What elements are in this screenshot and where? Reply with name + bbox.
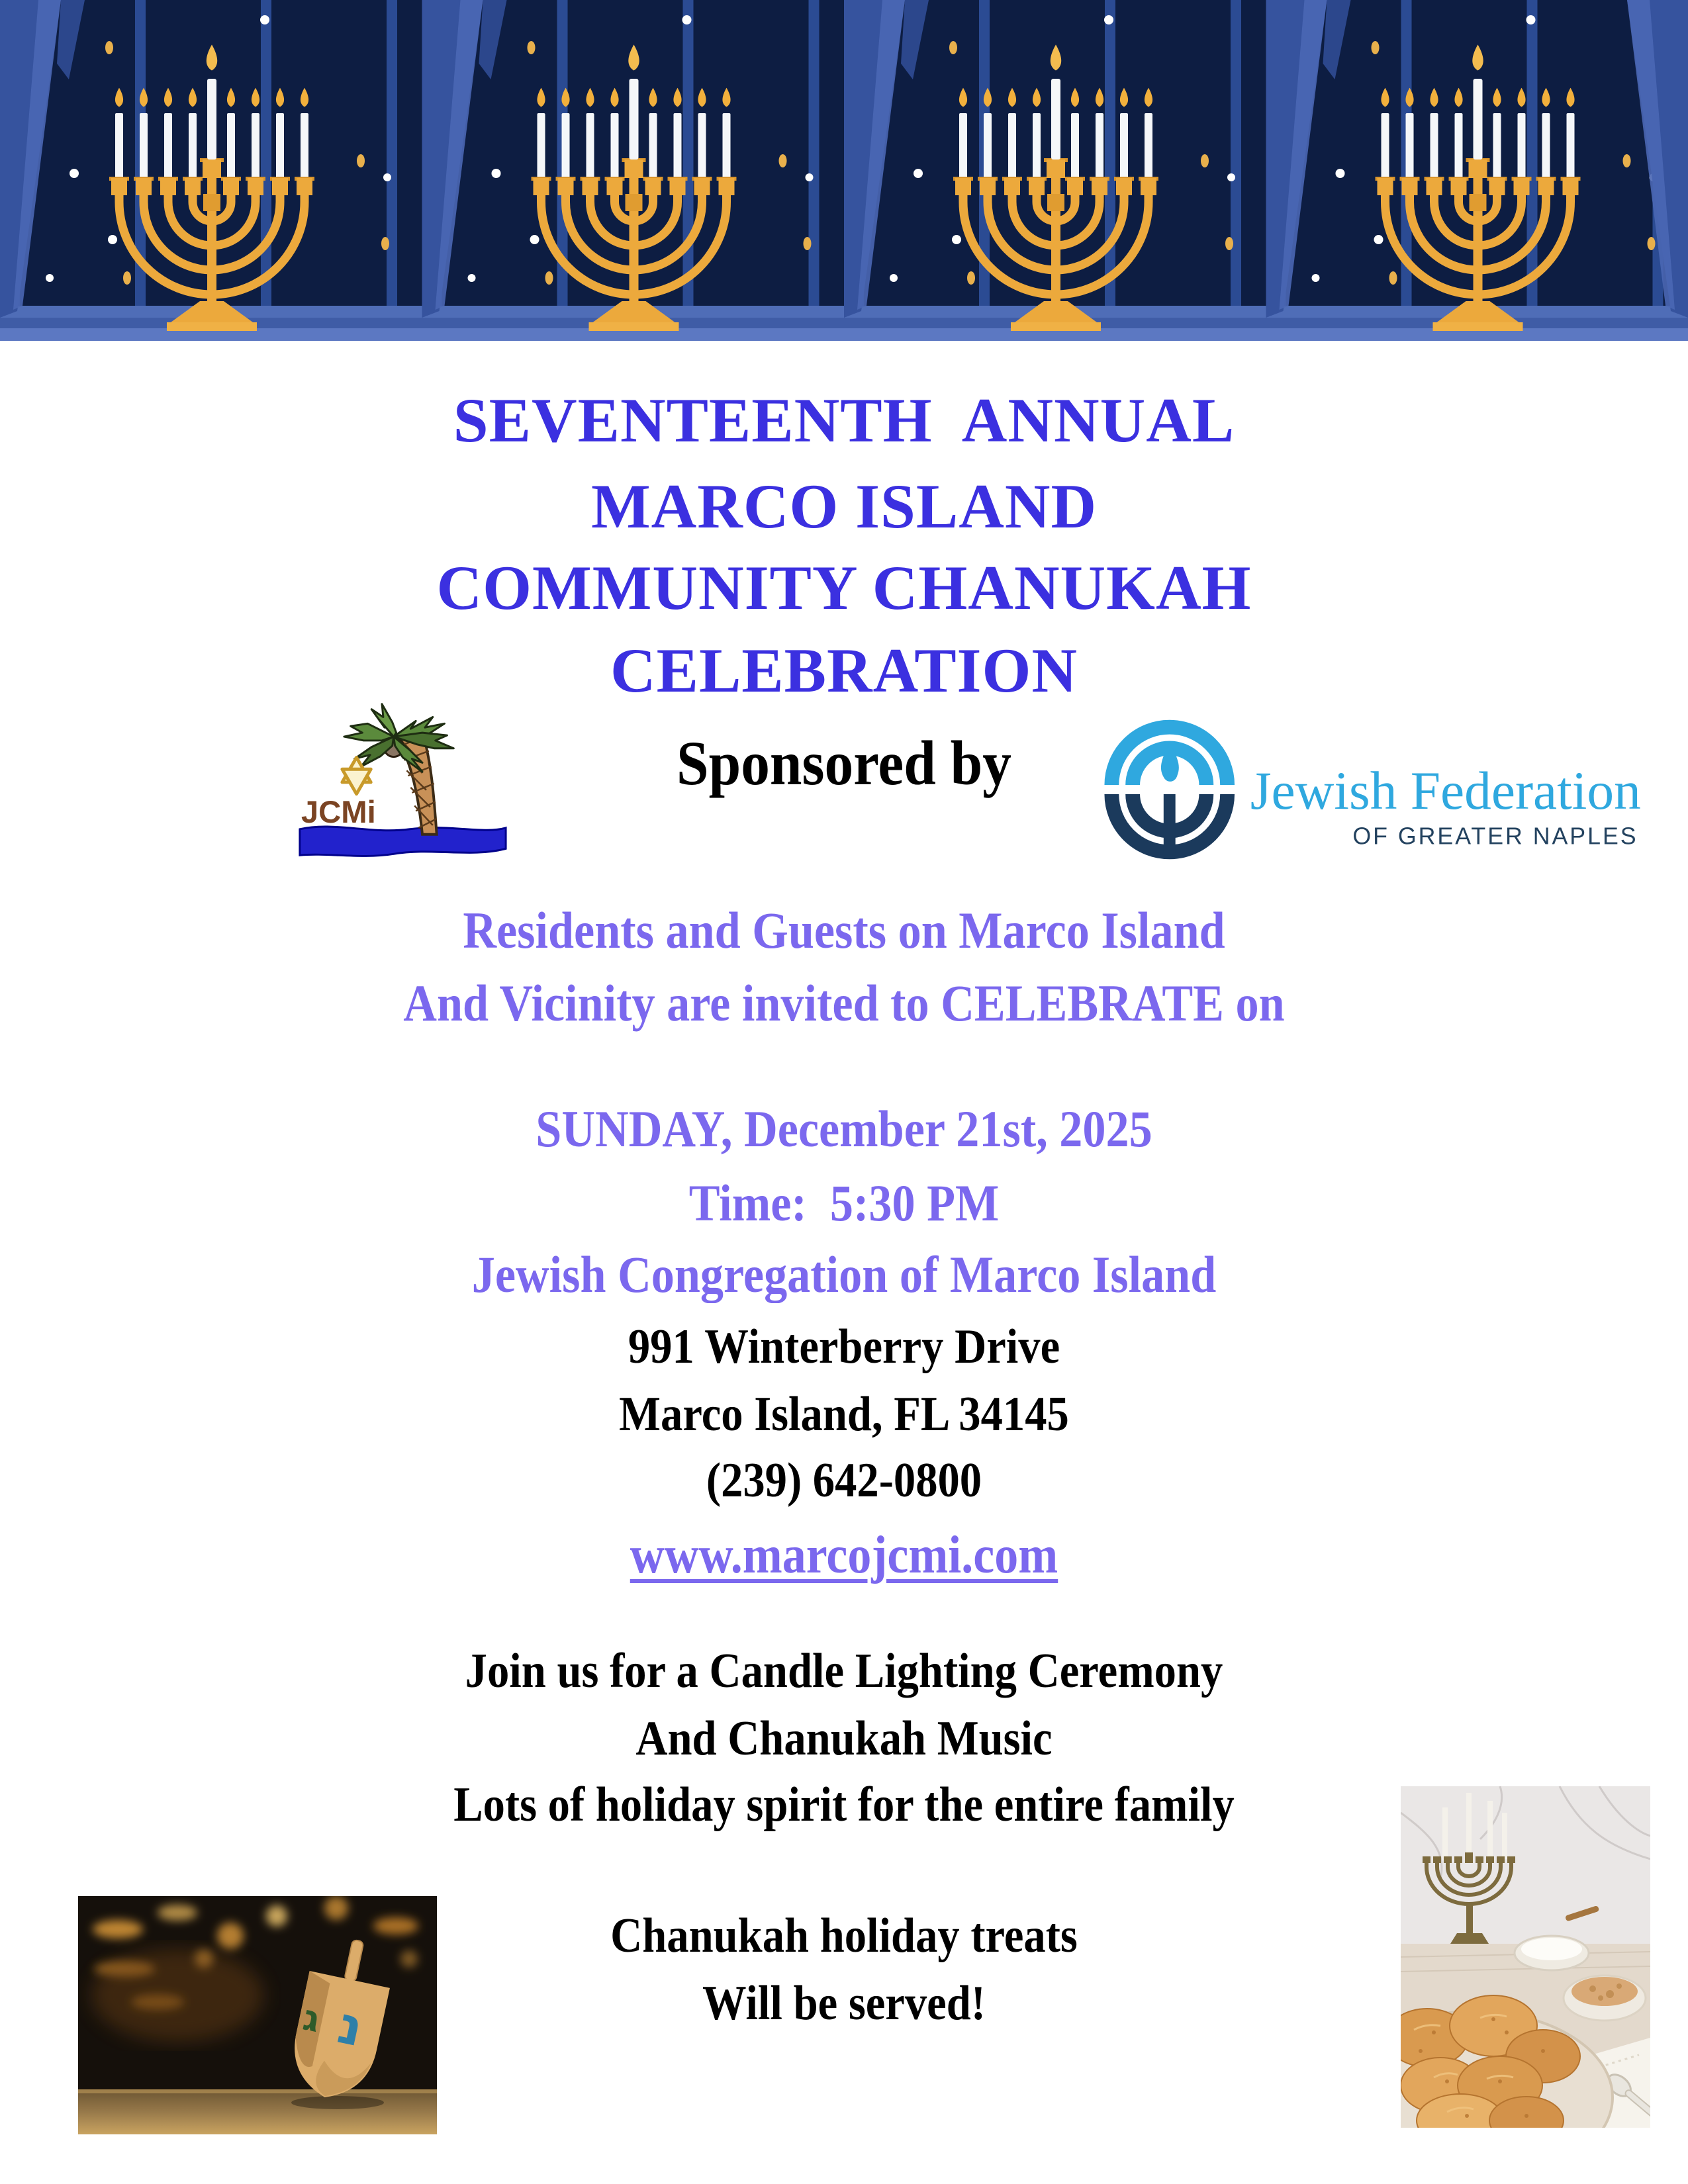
federation-logo [1100, 698, 1646, 880]
treats-line-1: Chanukah holiday treats [610, 1909, 1078, 1963]
details-line-1: Join us for a Candle Lighting Ceremony [465, 1644, 1223, 1698]
menorah-banner [0, 0, 1688, 341]
details-line-3: Lots of holiday spirit for the entire family [453, 1778, 1235, 1832]
details-line-2: And Chanukah Music [635, 1711, 1053, 1766]
address-city: Marco Island, FL 34145 [619, 1387, 1069, 1441]
federation-name: Jewish Federation [1250, 760, 1641, 821]
event-venue: Jewish Congregation of Marco Island [471, 1246, 1217, 1303]
latkes-photo [1401, 1786, 1650, 2128]
invite-line-1: Residents and Guests on Marco Island [463, 901, 1225, 959]
sponsored-by-label: Sponsored by [676, 728, 1011, 798]
title-line-1: SEVENTEENTH ANNUAL [453, 385, 1235, 455]
svg-text:נ: נ [332, 1995, 369, 2059]
event-date: SUNDAY, December 21st, 2025 [536, 1100, 1152, 1158]
treats-line-2: Will be served! [702, 1976, 986, 2030]
federation-emblem-icon [1111, 727, 1227, 855]
dreidel-photo [78, 1896, 437, 2134]
title-line-3: COMMUNITY CHANUKAH [436, 553, 1252, 623]
invite-line-2: And Vicinity are invited to CELEBRATE on [403, 974, 1285, 1032]
address-street: 991 Winterberry Drive [628, 1320, 1060, 1374]
event-time: Time: 5:30 PM [688, 1174, 1000, 1232]
title-line-4: CELEBRATION [610, 635, 1078, 705]
jcmi-logo-text: JCMi [301, 795, 376, 831]
title-line-2: MARCO ISLAND [590, 471, 1098, 541]
address-phone: (239) 642-0800 [706, 1453, 982, 1508]
svg-text:ג: ג [299, 1996, 324, 2041]
website-link[interactable]: www.marcojcmi.com [630, 1526, 1058, 1584]
federation-subtitle: OF GREATER NAPLES [1352, 823, 1638, 850]
